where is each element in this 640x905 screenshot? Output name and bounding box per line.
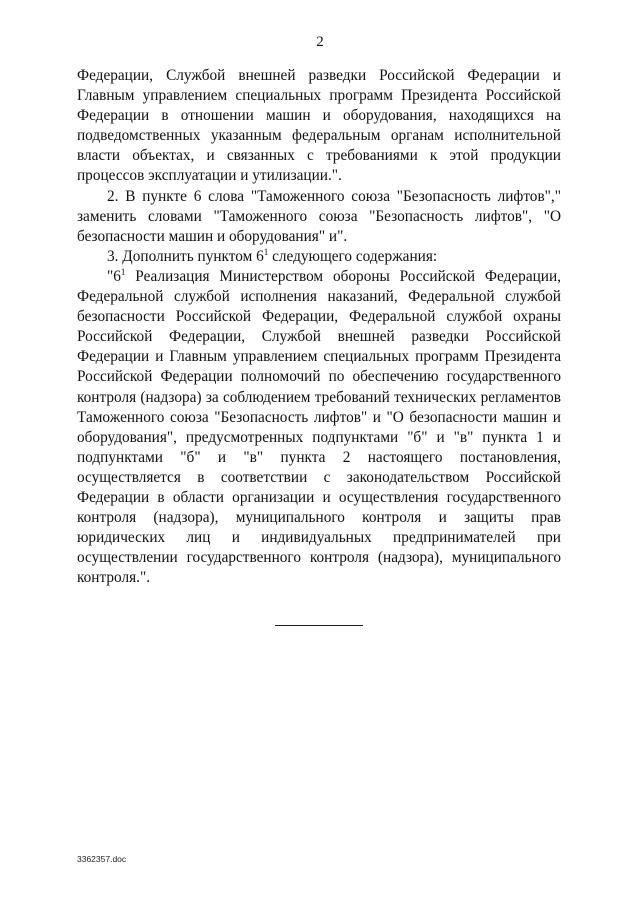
footer-file-name: 3362357.doc — [77, 854, 127, 864]
superscript-index: 1 — [263, 246, 269, 257]
paragraph-quoted-clause — [77, 267, 561, 589]
paragraph-continuation: Федерации, Службой внешней разведки Российской Федерации и Главным управлением специальных программ Президента Российской Федерации в отношении машин и оборудования, находящихся на подведомственных указанным федеральным органам исполнительной власти объектах, и связанных с требованиями к этой продукции процессов эксплуатации и утилизации.". — [77, 67, 561, 185]
document-body — [77, 66, 561, 588]
quoted-clause-number: "6 — [107, 267, 121, 285]
paragraph-item-3 — [77, 247, 561, 267]
paragraph-item-3-text-end: следующего содержания: — [268, 247, 438, 265]
paragraph-item-2: 2. В пункте 6 слова "Таможенного союза "Безопасность лифтов"," заменить словами "Таможенного союза "Безопасность лифтов", "О безопасности машин и оборудования" и". — [77, 187, 561, 245]
closing-separator-line — [275, 625, 363, 626]
superscript-index: 1 — [120, 266, 126, 277]
quoted-clause-text: Реализация Министерством обороны Российской Федерации, Федеральной службой исполнения наказаний, Федеральной службой безопасности Российской Федерации, Федеральной службой охраны Российской Федерации, Службой внешней разведки Российской Федерации и Главным управлением специальных программ Президента Российской Федерации полномочий по обеспечению государственного контроля (надзора) за соблюдением требований технических регламентов Таможенного союза "Безопасность лифтов" и "О безопасности машин и оборудования", предусмотренных подпунктами "б" и "в" пункта 1 и подпунктами "б" и "в" пункта 2 настоящего постановления, осуществляется в соответствии с законодательством Российской Федерации в области организации и осуществления государственного контроля (надзора), муниципального контроля и защиты прав юридических лиц и индивидуальных предпринимателей при осуществлении государственного контроля (надзора), муниципального контроля.". — [77, 267, 561, 587]
page-number: 2 — [316, 34, 324, 50]
paragraph-item-3-text-start: 3. Дополнить пунктом 6 — [107, 247, 264, 265]
